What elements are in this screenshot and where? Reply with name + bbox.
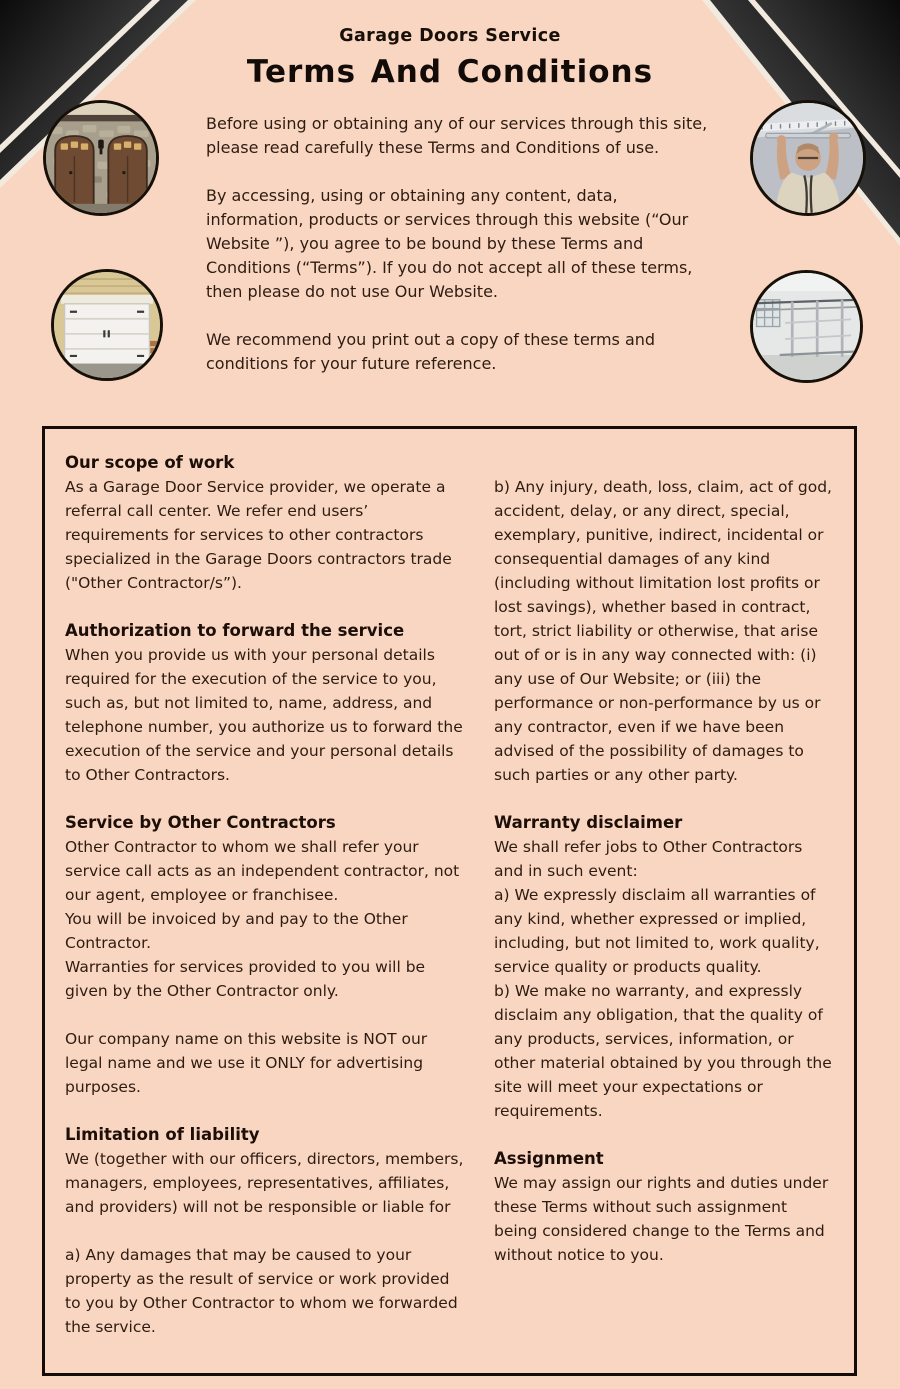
- terms-paragraph: b) Any injury, death, loss, claim, act of god, accident, delay, or any direct, special, exemplary, punitive, indirect, incidental or consequential damages of any kind (including without limitation lost profits or lost savings), whether based in contract, tort, strict liability or otherwise, that arise out of or is in any way connected with: (i) any use of Our Website; or (iii) the performance or non-performance by us or any contractor, even if we have been advised of the possibility of damages to such parties or any other party.: [494, 478, 832, 784]
- intro-paragraph: We recommend you print out a copy of these terms and conditions for your future reference.: [206, 330, 656, 373]
- terms-paragraph: a) We expressly disclaim all warranties of any kind, whether expressed or implied, including, but not limited to, work quality, service quality or products quality.: [494, 886, 820, 976]
- white-door-illustration: [54, 272, 160, 378]
- terms-column-right: [494, 475, 834, 1353]
- terms-section-heading: Limitation of liability: [65, 1125, 260, 1144]
- garage-interior-tracks-photo: [750, 270, 863, 383]
- wooden-doors-illustration: [46, 103, 156, 213]
- terms-section-heading: Service by Other Contractors: [65, 813, 336, 832]
- terms-paragraph: When you provide us with your personal details required for the execution of the service to you, such as, but not limited to, name, address, and telephone number, you authorize us to forward the execution of the service and your personal details to Other Contractors.: [65, 646, 463, 784]
- white-garage-door-photo: [51, 269, 163, 381]
- technician-illustration: [753, 103, 863, 213]
- wooden-double-garage-doors-photo: [43, 100, 159, 216]
- terms-paragraph: We (together with our officers, directors, members, managers, employees, representatives, affiliates, and providers) will not be responsible or liable for: [65, 1150, 464, 1216]
- terms-paragraph: b) We make no warranty, and expressly disclaim any obligation, that the quality of any products, services, information, or other material obtained by you through the site will meet your expectations or requirements.: [494, 982, 832, 1120]
- terms-paragraph: You will be invoiced by and pay to the Other Contractor.: [65, 910, 408, 952]
- terms-section-heading: Authorization to forward the service: [65, 621, 405, 640]
- garage-interior-illustration: [753, 273, 860, 380]
- site-title: Garage Doors Service: [339, 26, 561, 46]
- intro-paragraph: Before using or obtaining any of our services through this site, please read carefully these Terms and Conditions of use.: [206, 114, 708, 157]
- intro-text: [206, 112, 716, 376]
- terms-paragraph: Other Contractor to whom we shall refer your service call acts as an independent contractor, not our agent, employee or franchisee.: [65, 838, 460, 904]
- header: [0, 26, 900, 90]
- terms-paragraph: We shall refer jobs to Other Contractors and in such event:: [494, 838, 803, 880]
- terms-paragraph: a) Any damages that may be caused to your property as the result of service or work provided to you by Other Contractor to whom we forwarded the service.: [65, 1246, 458, 1336]
- technician-installing-opener-photo: [750, 100, 866, 216]
- terms-section-heading: Warranty disclaimer: [494, 813, 683, 832]
- intro-paragraph: By accessing, using or obtaining any content, data, information, products or services through this website (“Our Website ”), you agree to be bound by these Terms and Conditions (“Terms”). If you do not accept all of these terms, then please do not use Our Website.: [206, 186, 693, 301]
- page-title: Terms And Conditions: [246, 54, 654, 90]
- terms-paragraph: As a Garage Door Service provider, we operate a referral call center. We refer end users’ requirements for services to other contractors specialized in the Garage Doors contractors trade ("Other Contractor/s”).: [65, 478, 452, 592]
- terms-paragraph: We may assign our rights and duties under these Terms without such assignment being considered change to the Terms and without notice to you.: [494, 1174, 829, 1264]
- terms-box: [42, 426, 857, 1376]
- terms-paragraph: Our company name on this website is NOT our legal name and we use it ONLY for advertising purposes.: [65, 1030, 428, 1096]
- terms-column-left: [65, 451, 467, 1353]
- terms-section-heading: Assignment: [494, 1149, 604, 1168]
- terms-section-heading: Our scope of work: [65, 453, 235, 472]
- terms-paragraph: Warranties for services provided to you will be given by the Other Contractor only.: [65, 958, 426, 1000]
